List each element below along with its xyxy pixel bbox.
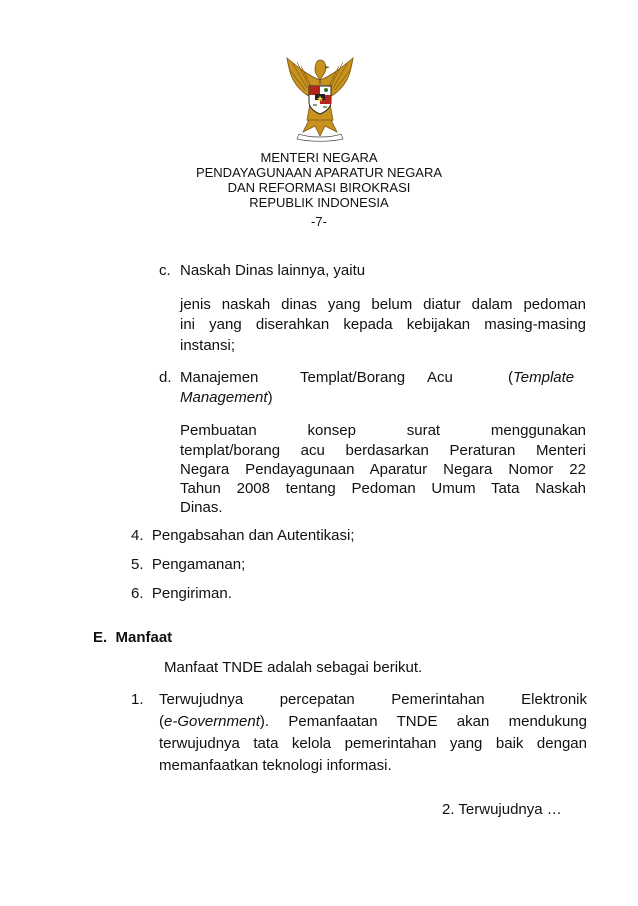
item-d-title-close: ) — [267, 389, 273, 406]
item-d-marker: d. — [159, 369, 172, 386]
section-e-item1-line4: memanfaatkan teknologi informasi. — [159, 757, 392, 774]
item-d-title-word4: (Template — [508, 369, 575, 386]
section-e-item1-open-paren: ( — [159, 713, 164, 730]
item-c-desc-line1: jenis naskah dinas yang belum diatur dalam pedoman — [180, 296, 586, 313]
header-line-3: DAN REFORMASI BIROKRASI — [227, 180, 411, 195]
header-line-4: REPUBLIK INDONESIA — [249, 195, 389, 210]
page-number: -7- — [311, 214, 327, 229]
next-page-continuation: 2. Terwujudnya … — [442, 801, 562, 818]
header-line-1: MENTERI NEGARA — [260, 150, 378, 165]
item-d-desc-line5: Dinas. — [180, 499, 223, 516]
item-d-title-word2: Templat/Borang — [300, 369, 406, 386]
section-e-heading: E. Manfaat — [93, 629, 173, 646]
item-c-desc-line3: instansi; — [180, 337, 236, 354]
item-d-desc-line4: Tahun 2008 tentang Pedoman Umum Tata Naskah — [180, 480, 586, 497]
section-e-item1-line1: Terwujudnya percepatan Pemerintahan Elektronik — [159, 691, 587, 708]
item-d-title-word1: Manajemen — [180, 369, 259, 386]
section-e-item1-marker: 1. — [131, 691, 144, 708]
item-c-marker: c. — [159, 262, 171, 279]
section-e-item1-line3: terwujudnya tata kelola pemerintahan yang baik dengan — [159, 735, 587, 752]
section-e-item1-italic: e-Government — [164, 713, 260, 730]
section-e-intro: Manfaat TNDE adalah sebagai berikut. — [164, 659, 423, 676]
garuda-emblem — [281, 50, 359, 142]
header-line-2: PENDAYAGUNAAN APARATUR NEGARA — [195, 165, 443, 180]
item-d-desc-line2: templat/borang acu berdasarkan Peraturan Menteri — [180, 442, 586, 459]
item-d-title-word3: Acu — [427, 369, 453, 386]
item-d-desc-line3: Negara Pendayagunaan Aparatur Negara Nomor 22 — [180, 461, 586, 478]
item-d-desc-line1: Pembuatan konsep surat menggunakan — [180, 422, 586, 439]
item-c-title: Naskah Dinas lainnya, yaitu — [180, 262, 366, 279]
item-d-title-line2 — [180, 388, 273, 407]
section-e-item1-line2 — [159, 712, 587, 731]
item-d-title-line2-italic: Management — [180, 389, 268, 406]
item-c-desc-line2: ini yang diserahkan kepada kebijakan masing-masing — [180, 316, 586, 333]
section-e-item1-rest: ). Pemanfaatan TNDE akan mendukung — [259, 713, 587, 730]
list-item-6: 6. Pengiriman. — [131, 585, 232, 602]
list-item-5: 5. Pengamanan; — [131, 556, 246, 573]
item-d-title-italic: Template — [513, 369, 575, 386]
list-item-4: 4. Pengabsahan dan Autentikasi; — [131, 527, 355, 544]
